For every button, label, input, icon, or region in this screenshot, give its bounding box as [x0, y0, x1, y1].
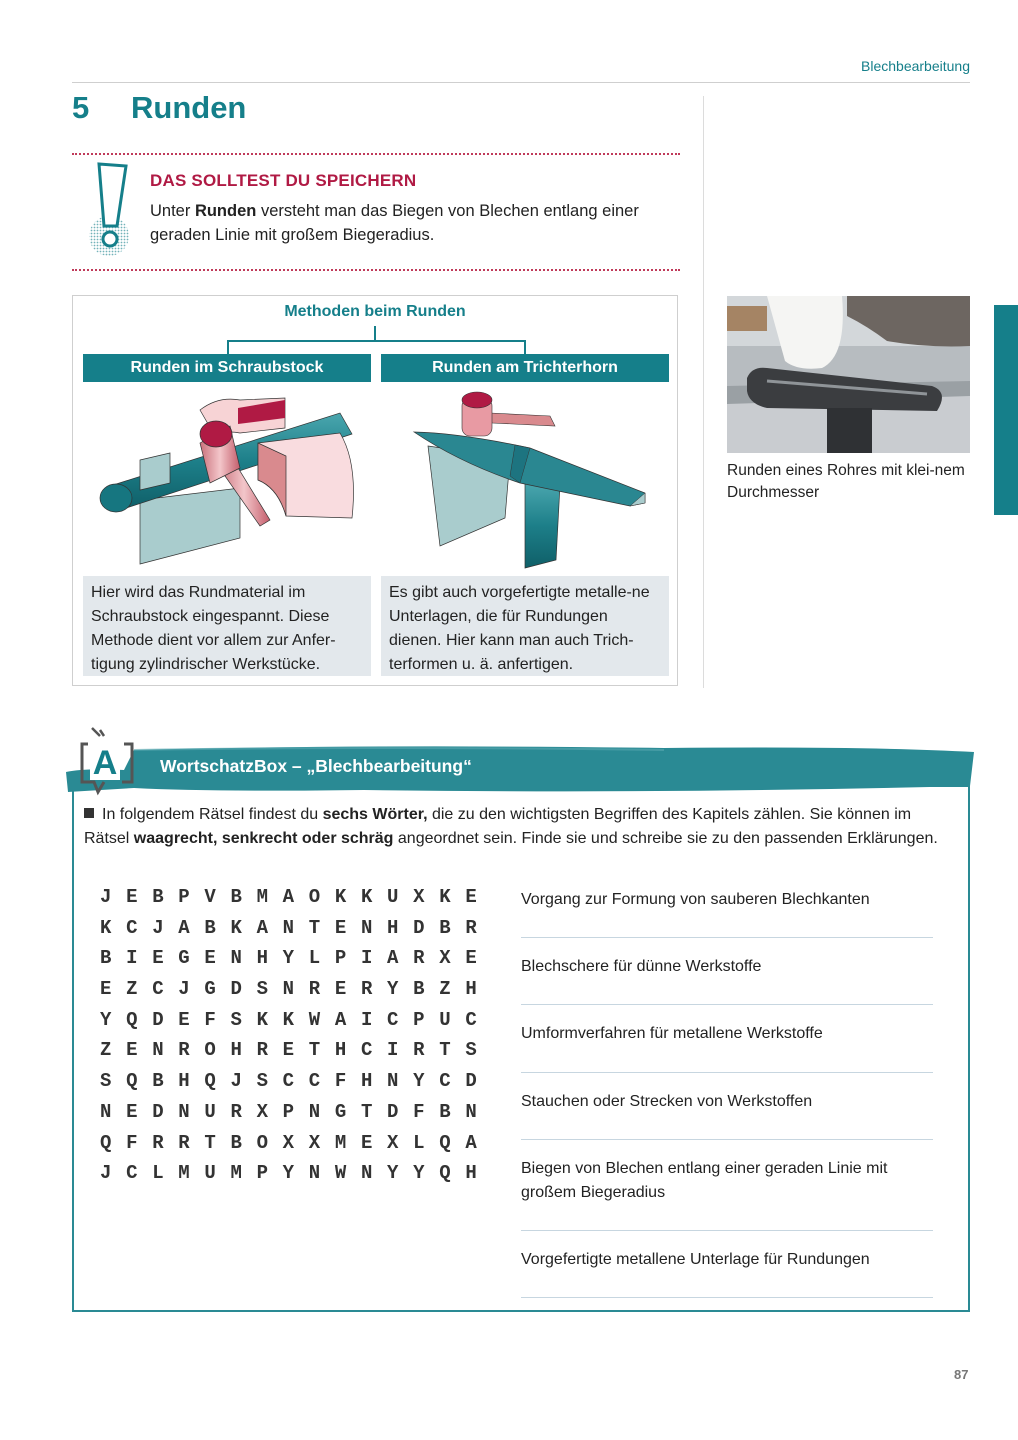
- grid-row: [100, 1101, 491, 1132]
- grid-letter[interactable]: E: [282, 1039, 295, 1062]
- grid-letter[interactable]: W: [334, 1162, 347, 1185]
- grid-letter[interactable]: D: [230, 978, 242, 1001]
- grid-letter[interactable]: M: [334, 1131, 347, 1154]
- photo-rounding-tube: [727, 296, 970, 453]
- grid-letter[interactable]: N: [465, 1100, 477, 1123]
- grid-letter[interactable]: N: [230, 947, 242, 970]
- grid-letter[interactable]: X: [282, 1131, 295, 1154]
- grid-letter[interactable]: E: [152, 947, 164, 970]
- grid-letter[interactable]: G: [334, 1100, 347, 1123]
- grid-letter[interactable]: C: [387, 1008, 399, 1031]
- grid-letter[interactable]: H: [178, 1070, 190, 1093]
- grid-letter[interactable]: M: [256, 886, 268, 908]
- grid-letter[interactable]: K: [439, 886, 451, 908]
- grid-letter[interactable]: R: [230, 1100, 242, 1123]
- clue-2: Blechschere für dünne Werkstoffe: [521, 958, 762, 975]
- grid-letter[interactable]: R: [465, 916, 477, 939]
- grid-letter[interactable]: L: [413, 1131, 425, 1154]
- grid-letter[interactable]: S: [256, 978, 268, 1001]
- method-description-vise: Hier wird das Rundmaterial im Schraubstock eingespannt. Diese Methode dient vor allem zur Anfer-tigung zylindrischer Werkstücke.: [83, 576, 371, 676]
- intro-bold: waagrecht, senkrecht oder schräg: [133, 830, 394, 847]
- memo-keyword: Runden: [194, 202, 257, 220]
- answer-line-2[interactable]: [521, 1004, 933, 1005]
- grid-letter[interactable]: T: [308, 916, 321, 939]
- grid-letter[interactable]: O: [256, 1131, 268, 1154]
- grid-letter[interactable]: F: [126, 1131, 138, 1154]
- methods-title: Methoden beim Runden: [284, 303, 466, 320]
- grid-row: [100, 1039, 491, 1070]
- method-heading-vise: Runden im Schraubstock: [83, 354, 371, 382]
- grid-letter[interactable]: B: [204, 916, 216, 939]
- grid-letter[interactable]: I: [126, 947, 138, 970]
- grid-letter[interactable]: S: [230, 1008, 242, 1031]
- grid-letter[interactable]: X: [413, 886, 425, 908]
- grid-letter[interactable]: E: [334, 978, 347, 1001]
- grid-letter[interactable]: H: [360, 1070, 373, 1093]
- grid-letter[interactable]: B: [152, 1070, 164, 1093]
- grid-letter[interactable]: A: [256, 916, 268, 939]
- grid-letter[interactable]: N: [282, 978, 295, 1001]
- grid-letter[interactable]: H: [465, 978, 477, 1001]
- grid-letter[interactable]: E: [360, 1131, 373, 1154]
- intro-text: angeordnet sein. Finde sie und schreibe sie zu den passenden Erklärungen.: [393, 830, 938, 847]
- bracket-right: [524, 340, 526, 354]
- grid-letter[interactable]: T: [439, 1039, 451, 1062]
- clue-1: Vorgang zur Formung von sauberen Blechkanten: [521, 891, 870, 908]
- grid-letter[interactable]: D: [387, 1100, 399, 1123]
- bracket-bar: [227, 340, 525, 342]
- grid-letter[interactable]: N: [360, 1162, 373, 1185]
- grid-letter[interactable]: J: [152, 916, 164, 939]
- grid-letter[interactable]: L: [152, 1162, 164, 1185]
- grid-letter[interactable]: D: [465, 1070, 477, 1093]
- bracket-stem: [374, 326, 376, 341]
- grid-letter[interactable]: Q: [204, 1070, 216, 1093]
- photo-caption: Runden eines Rohres mit klei-nem Durchmesser: [727, 462, 965, 501]
- grid-letter[interactable]: E: [465, 886, 477, 908]
- grid-letter[interactable]: R: [413, 1039, 425, 1062]
- grid-letter[interactable]: Y: [100, 1008, 112, 1031]
- grid-letter[interactable]: I: [360, 947, 373, 970]
- answer-line-4[interactable]: [521, 1139, 933, 1140]
- grid-letter[interactable]: K: [230, 916, 242, 939]
- grid-letter[interactable]: K: [282, 1008, 295, 1031]
- grid-letter[interactable]: E: [465, 947, 477, 970]
- grid-letter[interactable]: N: [360, 916, 373, 939]
- grid-letter[interactable]: V: [204, 886, 216, 908]
- grid-letter[interactable]: E: [126, 1100, 138, 1123]
- grid-letter[interactable]: E: [100, 978, 112, 1001]
- dotted-rule-top: [72, 153, 680, 155]
- chapter-title: Runden: [131, 90, 247, 125]
- grid-letter[interactable]: Z: [126, 978, 138, 1001]
- grid-letter[interactable]: G: [204, 978, 216, 1001]
- bullet-square-icon: [84, 808, 94, 818]
- grid-letter[interactable]: C: [282, 1070, 295, 1093]
- grid-letter[interactable]: P: [413, 1008, 425, 1031]
- grid-letter[interactable]: M: [230, 1162, 242, 1185]
- grid-letter[interactable]: B: [152, 886, 164, 908]
- grid-letter[interactable]: R: [360, 978, 373, 1001]
- grid-letter[interactable]: H: [230, 1039, 242, 1062]
- chapter-number: 5: [72, 90, 90, 125]
- grid-letter[interactable]: Y: [282, 947, 295, 970]
- grid-letter[interactable]: W: [308, 1008, 321, 1031]
- grid-letter[interactable]: A: [282, 886, 295, 908]
- memo-text: [150, 199, 680, 247]
- grid-letter[interactable]: P: [178, 886, 190, 908]
- grid-letter[interactable]: R: [256, 1039, 268, 1062]
- grid-letter[interactable]: T: [360, 1100, 373, 1123]
- grid-letter[interactable]: Y: [387, 978, 399, 1001]
- grid-letter[interactable]: Q: [439, 1162, 451, 1185]
- word-search-grid: [100, 886, 491, 1193]
- grid-letter[interactable]: C: [126, 916, 138, 939]
- grid-row: [100, 947, 491, 978]
- grid-letter[interactable]: E: [126, 886, 138, 908]
- grid-letter[interactable]: E: [126, 1039, 138, 1062]
- grid-letter[interactable]: J: [100, 1162, 112, 1185]
- grid-letter[interactable]: Y: [282, 1162, 295, 1185]
- grid-letter[interactable]: S: [465, 1039, 477, 1062]
- grid-letter[interactable]: Y: [413, 1162, 425, 1185]
- memo-text-part: versteht man das Biegen von Blechen entlang einer geraden Linie mit großem Biegeradius.: [150, 202, 639, 244]
- grid-letter[interactable]: B: [230, 886, 242, 908]
- grid-letter[interactable]: K: [100, 916, 112, 939]
- grid-letter[interactable]: Q: [439, 1131, 451, 1154]
- grid-letter[interactable]: H: [334, 1039, 347, 1062]
- grid-letter[interactable]: B: [439, 1100, 451, 1123]
- intro-text: die zu den wichtigsten Begriffen des Kapitels zählen. Sie können im Rätsel: [84, 806, 912, 847]
- grid-letter[interactable]: Q: [126, 1070, 138, 1093]
- grid-letter[interactable]: Q: [126, 1008, 138, 1031]
- memo-text-part: Unter: [150, 202, 195, 220]
- grid-letter[interactable]: C: [465, 1008, 477, 1031]
- grid-letter[interactable]: N: [178, 1100, 190, 1123]
- grid-letter[interactable]: R: [178, 1131, 190, 1154]
- grid-letter[interactable]: K: [360, 886, 373, 908]
- grid-letter[interactable]: R: [413, 947, 425, 970]
- grid-letter[interactable]: D: [152, 1100, 164, 1123]
- grid-letter[interactable]: K: [334, 886, 347, 908]
- grid-letter[interactable]: X: [387, 1131, 399, 1154]
- clue-5: Biegen von Blechen entlang einer geraden Linie mit großem Biegeradius: [521, 1160, 888, 1201]
- intro-bold: sechs Wörter,: [322, 806, 428, 823]
- grid-letter[interactable]: N: [387, 1070, 399, 1093]
- grid-letter[interactable]: D: [413, 916, 425, 939]
- grid-letter[interactable]: M: [178, 1162, 190, 1185]
- grid-letter[interactable]: H: [387, 916, 399, 939]
- grid-letter[interactable]: F: [334, 1070, 347, 1093]
- grid-row: [100, 1162, 491, 1193]
- grid-row: [100, 886, 491, 917]
- grid-letter[interactable]: U: [204, 1100, 216, 1123]
- method-description-horn: Es gibt auch vorgefertigte metalle-ne Unterlagen, die für Rundungen dienen. Hier kann man auch Trich-terformen u. ä. anfertigen.: [381, 576, 669, 676]
- grid-letter[interactable]: H: [256, 947, 268, 970]
- grid-letter[interactable]: I: [360, 1008, 373, 1031]
- grid-letter[interactable]: R: [308, 978, 321, 1001]
- grid-letter[interactable]: Z: [439, 978, 451, 1001]
- grid-letter[interactable]: C: [152, 978, 164, 1001]
- grid-letter[interactable]: U: [387, 886, 399, 908]
- grid-letter[interactable]: S: [256, 1070, 268, 1093]
- grid-letter[interactable]: A: [178, 916, 190, 939]
- vocabulary-a-icon: [78, 726, 140, 798]
- header-rule: [72, 82, 970, 83]
- grid-letter[interactable]: C: [126, 1162, 138, 1185]
- grid-letter[interactable]: N: [100, 1100, 112, 1123]
- chapter-side-tab: [994, 305, 1018, 515]
- grid-letter[interactable]: Y: [413, 1070, 425, 1093]
- grid-letter[interactable]: B: [230, 1131, 242, 1154]
- grid-letter[interactable]: X: [256, 1100, 268, 1123]
- clue-3: Umformverfahren für metallene Werkstoffe: [521, 1025, 823, 1042]
- grid-letter[interactable]: C: [308, 1070, 321, 1093]
- grid-letter[interactable]: F: [413, 1100, 425, 1123]
- memo-heading: DAS SOLLTEST DU SPEICHERN: [150, 171, 417, 190]
- task-instructions: [84, 803, 954, 851]
- answer-line-3[interactable]: [521, 1072, 933, 1073]
- grid-letter[interactable]: O: [308, 886, 321, 908]
- grid-row: [100, 1009, 491, 1040]
- grid-letter[interactable]: H: [465, 1162, 477, 1185]
- grid-letter[interactable]: E: [334, 916, 347, 939]
- grid-row: [100, 917, 491, 948]
- answer-line-6[interactable]: [521, 1297, 933, 1298]
- grid-row: [100, 1070, 491, 1101]
- grid-letter[interactable]: L: [308, 947, 321, 970]
- grid-letter[interactable]: P: [256, 1162, 268, 1185]
- grid-row: [100, 1132, 491, 1163]
- grid-letter[interactable]: N: [282, 916, 295, 939]
- dotted-rule-bottom: [72, 269, 680, 271]
- grid-letter[interactable]: J: [100, 886, 112, 908]
- clue-6: Vorgefertigte metallene Unterlage für Rundungen: [521, 1251, 870, 1268]
- grid-row: [100, 978, 491, 1009]
- grid-letter[interactable]: I: [387, 1039, 399, 1062]
- grid-letter[interactable]: J: [178, 978, 190, 1001]
- grid-letter[interactable]: E: [204, 947, 216, 970]
- icon-letter: A: [92, 744, 118, 782]
- grid-letter[interactable]: P: [282, 1100, 295, 1123]
- grid-letter[interactable]: Q: [100, 1131, 112, 1154]
- grid-letter[interactable]: Y: [387, 1162, 399, 1185]
- grid-letter[interactable]: E: [178, 1008, 190, 1031]
- grid-letter[interactable]: N: [152, 1039, 164, 1062]
- answer-line-1[interactable]: [521, 937, 933, 938]
- grid-letter[interactable]: D: [152, 1008, 164, 1031]
- grid-letter[interactable]: X: [308, 1131, 321, 1154]
- grid-letter[interactable]: A: [334, 1008, 347, 1031]
- grid-letter[interactable]: A: [465, 1131, 477, 1154]
- bracket-left: [227, 340, 229, 354]
- grid-letter[interactable]: B: [439, 916, 451, 939]
- grid-letter[interactable]: K: [256, 1008, 268, 1031]
- clue-4: Stauchen oder Strecken von Werkstoffen: [521, 1093, 813, 1110]
- answer-line-5[interactable]: [521, 1230, 933, 1231]
- grid-letter[interactable]: N: [308, 1162, 321, 1185]
- grid-letter[interactable]: R: [178, 1039, 190, 1062]
- grid-letter[interactable]: A: [387, 947, 399, 970]
- grid-letter[interactable]: S: [100, 1070, 112, 1093]
- running-head: Blechbearbeitung: [861, 58, 970, 74]
- method-heading-horn: Runden am Trichterhorn: [381, 354, 669, 382]
- horn-rounding-illustration: [400, 388, 670, 573]
- grid-letter[interactable]: F: [204, 1008, 216, 1031]
- grid-letter[interactable]: T: [204, 1131, 216, 1154]
- grid-letter[interactable]: P: [334, 947, 347, 970]
- grid-letter[interactable]: B: [100, 947, 112, 970]
- grid-letter[interactable]: B: [413, 978, 425, 1001]
- grid-letter[interactable]: C: [439, 1070, 451, 1093]
- grid-letter[interactable]: O: [204, 1039, 216, 1062]
- grid-letter[interactable]: N: [308, 1100, 321, 1123]
- grid-letter[interactable]: R: [152, 1131, 164, 1154]
- wortschatz-title: WortschatzBox – „Blechbearbeitung“: [160, 756, 472, 776]
- grid-letter[interactable]: T: [308, 1039, 321, 1062]
- grid-letter[interactable]: U: [204, 1162, 216, 1185]
- vise-rounding-illustration: [90, 388, 370, 568]
- grid-letter[interactable]: C: [360, 1039, 373, 1062]
- exclamation-icon: [84, 160, 134, 260]
- grid-letter[interactable]: J: [230, 1070, 242, 1093]
- grid-letter[interactable]: U: [439, 1008, 451, 1031]
- column-divider: [703, 96, 704, 688]
- page-number: 87: [954, 1367, 969, 1382]
- grid-letter[interactable]: G: [178, 947, 190, 970]
- grid-letter[interactable]: Z: [100, 1039, 112, 1062]
- intro-text: In folgendem Rätsel findest du: [102, 806, 323, 823]
- grid-letter[interactable]: X: [439, 947, 451, 970]
